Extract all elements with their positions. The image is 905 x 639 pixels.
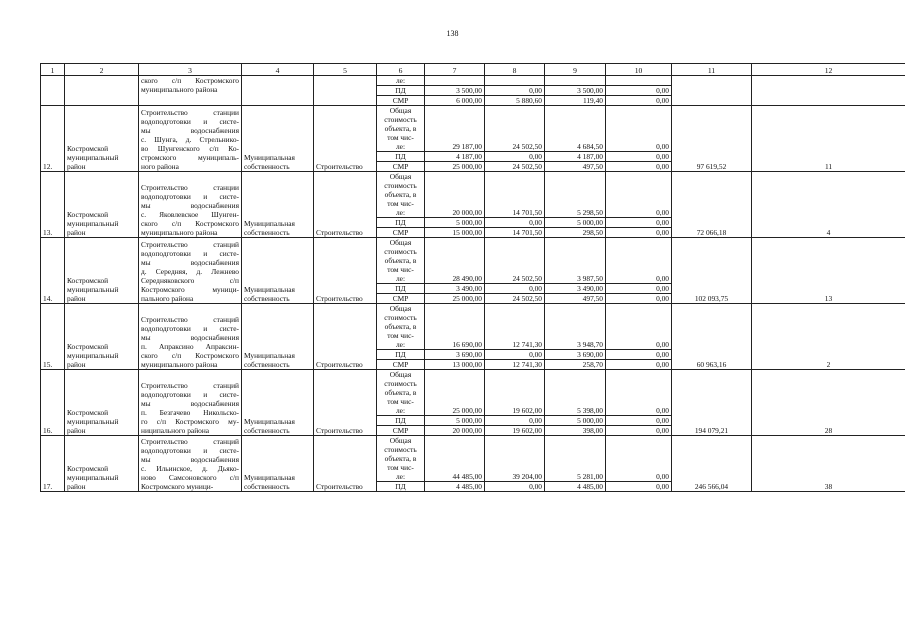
- text-line: Общая: [389, 238, 412, 247]
- text-line: муниципальный: [67, 219, 119, 228]
- text-line: Строительство станции: [141, 183, 239, 192]
- value-cell: 24 502,50: [485, 162, 545, 172]
- type-cell: Строительство: [314, 106, 377, 172]
- text-line: муниципальный: [67, 473, 119, 482]
- text-line: стоимость: [384, 247, 417, 256]
- value-cell: 0,00: [606, 426, 672, 436]
- value-cell: 0,00: [485, 416, 545, 426]
- text-line: том чис-: [387, 199, 414, 208]
- value-cell: 19 602,00: [485, 370, 545, 416]
- text-line: с. Шунга, д. Стрельнико-: [141, 135, 239, 144]
- value-cell: [485, 76, 545, 86]
- type-cell: Строительство: [314, 238, 377, 304]
- col-header: 4: [242, 64, 314, 76]
- column-number-row: [41, 64, 905, 76]
- row-kind-label: СМР: [377, 228, 425, 238]
- text-line: Муниципальная: [244, 285, 295, 294]
- area-cell: [65, 304, 139, 370]
- value-cell: [425, 76, 485, 86]
- value-cell: 3 490,00: [425, 284, 485, 294]
- text-line: район: [67, 162, 86, 171]
- value-cell: 119,40: [545, 96, 606, 106]
- text-line: Костромской: [67, 464, 109, 473]
- value-cell: 258,70: [545, 360, 606, 370]
- value-cell: 0,00: [606, 162, 672, 172]
- value-cell: 5 398,00: [545, 370, 606, 416]
- value-cell: 14 701,50: [485, 172, 545, 218]
- text-line: ле:: [395, 340, 406, 349]
- value-cell: 24 502,50: [485, 294, 545, 304]
- total-cost-cell: [672, 76, 752, 106]
- value-cell: 0,00: [606, 370, 672, 416]
- value-cell: 4 485,00: [545, 482, 606, 492]
- text-line: ле:: [395, 208, 406, 217]
- row-number: 13.: [41, 172, 65, 238]
- text-line: объекта, в: [384, 124, 417, 133]
- object-description: [139, 106, 242, 172]
- row-number: 15.: [41, 304, 65, 370]
- text-line: район: [67, 228, 86, 237]
- value-cell: 0,00: [606, 218, 672, 228]
- value-cell: 29 187,00: [425, 106, 485, 152]
- area-cell: [65, 436, 139, 492]
- col-header: 3: [139, 64, 242, 76]
- ownership-cell: [242, 238, 314, 304]
- text-line: собственность: [244, 228, 290, 237]
- text-line: район: [67, 360, 86, 369]
- value-cell: 0,00: [606, 284, 672, 294]
- value-cell: 5 281,00: [545, 436, 606, 482]
- value-cell: 5 000,00: [545, 416, 606, 426]
- value-cell: 3 690,00: [545, 350, 606, 360]
- object-description: [139, 172, 242, 238]
- text-line: во Шунгенского с/п Ко-: [141, 144, 239, 153]
- value-cell: 4 485,00: [425, 482, 485, 492]
- text-line: водоподготовки и систе-: [141, 117, 239, 126]
- row-kind-label: ПД: [377, 284, 425, 294]
- type-cell: Строительство: [314, 304, 377, 370]
- row-kind-label: [377, 304, 425, 350]
- text-line: Строительство станции: [141, 108, 239, 117]
- ownership-cell: [242, 172, 314, 238]
- value-cell: 15 000,00: [425, 228, 485, 238]
- text-line: Общая: [389, 106, 412, 115]
- text-line: с. Яковлевское Шунген-: [141, 210, 239, 219]
- text-line: Костромского муници-: [141, 482, 214, 491]
- area-cell: [65, 370, 139, 436]
- row-kind-label: ПД: [377, 86, 425, 96]
- text-line: ле:: [395, 142, 406, 151]
- value-cell: 0,00: [606, 416, 672, 426]
- total-cost-cell: 246 566,04: [672, 436, 752, 492]
- text-line: район: [67, 482, 86, 491]
- value-cell: 3 500,00: [545, 86, 606, 96]
- object-description: [139, 436, 242, 492]
- row-number: 17.: [41, 436, 65, 492]
- text-line: объекта, в: [384, 388, 417, 397]
- text-line: муниципальный: [67, 417, 119, 426]
- type-cell: Строительство: [314, 370, 377, 436]
- value-cell: 0,00: [606, 238, 672, 284]
- row-kind-label: СМР: [377, 294, 425, 304]
- text-line: муниципального района: [141, 85, 218, 94]
- text-line: собственность: [244, 360, 290, 369]
- text-line: Костромской: [67, 210, 109, 219]
- row-kind-label: [377, 106, 425, 152]
- value-cell: 0,00: [606, 294, 672, 304]
- value-cell: 24 502,50: [485, 106, 545, 152]
- value-cell: 3 500,00: [425, 86, 485, 96]
- text-line: ского с/п Костромского: [141, 219, 239, 228]
- text-line: ле:: [395, 274, 406, 283]
- count-cell: 11: [752, 106, 905, 172]
- count-cell: 28: [752, 370, 905, 436]
- text-line: Муниципальная: [244, 473, 295, 482]
- count-cell: 2: [752, 304, 905, 370]
- value-cell: 4 187,00: [545, 152, 606, 162]
- value-cell: 0,00: [485, 350, 545, 360]
- row-kind-label: СМР: [377, 162, 425, 172]
- text-line: Муниципальная: [244, 417, 295, 426]
- text-line: Костромской: [67, 144, 109, 153]
- col-header: 11: [672, 64, 752, 76]
- value-cell: 0,00: [606, 96, 672, 106]
- row-kind-label: [377, 172, 425, 218]
- row-kind-label: ПД: [377, 152, 425, 162]
- value-cell: 20 000,00: [425, 172, 485, 218]
- text-line: муниципального района: [141, 360, 218, 369]
- value-cell: 16 690,00: [425, 304, 485, 350]
- text-line: Муниципальная: [244, 219, 295, 228]
- text-line: ниципального района: [141, 426, 210, 435]
- ownership-cell: [242, 304, 314, 370]
- text-line: мы водоснабжения: [141, 333, 239, 342]
- value-cell: 19 602,00: [485, 426, 545, 436]
- text-line: Строительство станций: [141, 240, 239, 249]
- total-cost-cell: 72 066,18: [672, 172, 752, 238]
- object-description: [139, 304, 242, 370]
- text-line: муниципального района: [141, 228, 218, 237]
- text-line: мы водоснабжения: [141, 258, 239, 267]
- text-line: Общая: [389, 370, 412, 379]
- text-line: Костромской: [67, 276, 109, 285]
- count-cell: 4: [752, 172, 905, 238]
- text-line: район: [67, 426, 86, 435]
- text-line: объекта, в: [384, 256, 417, 265]
- value-cell: 0,00: [606, 86, 672, 96]
- value-cell: 0,00: [606, 172, 672, 218]
- total-cost-cell: 97 619,52: [672, 106, 752, 172]
- investment-table: [40, 63, 905, 492]
- text-line: стоимость: [384, 445, 417, 454]
- value-cell: 298,50: [545, 228, 606, 238]
- value-cell: 497,50: [545, 162, 606, 172]
- text-line: собственность: [244, 162, 290, 171]
- table-row: [41, 304, 905, 350]
- table-row: [41, 106, 905, 152]
- text-line: стоимость: [384, 181, 417, 190]
- text-line: водоподготовки и систе-: [141, 390, 239, 399]
- ownership-cell: [242, 76, 314, 106]
- count-cell: 38: [752, 436, 905, 492]
- text-line: район: [67, 294, 86, 303]
- text-line: водоподготовки и систе-: [141, 249, 239, 258]
- row-kind-label: СМР: [377, 96, 425, 106]
- text-line: мы водоснабжения: [141, 455, 239, 464]
- value-cell: 25 000,00: [425, 162, 485, 172]
- row-kind-label: [377, 370, 425, 416]
- text-line: муниципальный: [67, 153, 119, 162]
- row-kind-label: ПД: [377, 350, 425, 360]
- text-line: объекта, в: [384, 454, 417, 463]
- row-kind-label: ПД: [377, 482, 425, 492]
- count-cell: 13: [752, 238, 905, 304]
- value-cell: 4 187,00: [425, 152, 485, 162]
- page-number: 138: [446, 29, 459, 38]
- ownership-cell: [242, 370, 314, 436]
- row-kind-label: СМР: [377, 426, 425, 436]
- row-kind-label: ПД: [377, 416, 425, 426]
- value-cell: 3 948,70: [545, 304, 606, 350]
- text-line: Общая: [389, 172, 412, 181]
- text-line: п. Апраксино Апраксин-: [141, 342, 239, 351]
- text-line: муниципальный: [67, 351, 119, 360]
- row-number: 12.: [41, 106, 65, 172]
- text-line: собственность: [244, 426, 290, 435]
- value-cell: 20 000,00: [425, 426, 485, 436]
- text-line: том чис-: [387, 265, 414, 274]
- text-line: том чис-: [387, 397, 414, 406]
- value-cell: 0,00: [485, 482, 545, 492]
- value-cell: 14 701,50: [485, 228, 545, 238]
- text-line: с. Ильинское, д. Дьяко-: [141, 464, 239, 473]
- col-header: 12: [752, 64, 905, 76]
- value-cell: 3 987,50: [545, 238, 606, 284]
- text-line: объекта, в: [384, 190, 417, 199]
- text-line: го с/п Костромского му-: [141, 417, 239, 426]
- value-cell: 3 690,00: [425, 350, 485, 360]
- count-cell: [752, 76, 905, 106]
- text-line: муниципальный: [67, 285, 119, 294]
- text-line: п. Безгачево Никольско-: [141, 408, 239, 417]
- text-line: стоимость: [384, 313, 417, 322]
- col-header: 9: [545, 64, 606, 76]
- text-line: Строительство станций: [141, 437, 239, 446]
- value-cell: 0,00: [485, 152, 545, 162]
- total-cost-cell: 60 963,16: [672, 304, 752, 370]
- text-line: ного района: [141, 162, 179, 171]
- value-cell: 5 000,00: [425, 218, 485, 228]
- text-line: ле:: [395, 406, 406, 415]
- value-cell: 0,00: [606, 350, 672, 360]
- row-number: 14.: [41, 238, 65, 304]
- text-line: собственность: [244, 294, 290, 303]
- text-line: Середняковского с/п: [141, 276, 239, 285]
- row-kind-label: ПД: [377, 218, 425, 228]
- row-kind-label: [377, 238, 425, 284]
- type-cell: Строительство: [314, 172, 377, 238]
- object-description: [139, 238, 242, 304]
- table-row: [41, 172, 905, 218]
- value-cell: 4 684,50: [545, 106, 606, 152]
- object-description: [139, 370, 242, 436]
- row-kind-label: СМР: [377, 360, 425, 370]
- col-header: 2: [65, 64, 139, 76]
- type-cell: [314, 76, 377, 106]
- col-header: 5: [314, 64, 377, 76]
- table-row: [41, 76, 905, 86]
- text-line: водоподготовки и систе-: [141, 192, 239, 201]
- text-line: Костромской: [67, 342, 109, 351]
- row-number-cell: [41, 76, 65, 106]
- value-cell: 12 741,30: [485, 304, 545, 350]
- col-header: 1: [41, 64, 65, 76]
- value-cell: 28 490,00: [425, 238, 485, 284]
- text-line: ского с/п Костромского: [141, 351, 239, 360]
- text-line: стоимость: [384, 115, 417, 124]
- value-cell: 0,00: [606, 482, 672, 492]
- text-line: собственность: [244, 482, 290, 491]
- text-line: мы водоснабжения: [141, 201, 239, 210]
- text-line: Строительство станций: [141, 381, 239, 390]
- text-line: пального района: [141, 294, 194, 303]
- row-kind-label: ле:: [377, 76, 425, 86]
- value-cell: [545, 76, 606, 86]
- text-line: Муниципальная: [244, 153, 295, 162]
- text-line: Общая: [389, 436, 412, 445]
- value-cell: 13 000,00: [425, 360, 485, 370]
- col-header: 8: [485, 64, 545, 76]
- text-line: д. Середняя, д. Лежнево: [141, 267, 239, 276]
- text-line: Строительство станций: [141, 315, 239, 324]
- value-cell: 0,00: [485, 284, 545, 294]
- ownership-cell: [242, 106, 314, 172]
- row-kind-label: [377, 436, 425, 482]
- col-header: 6: [377, 64, 425, 76]
- table-row: [41, 238, 905, 284]
- value-cell: 497,50: [545, 294, 606, 304]
- value-cell: 44 485,00: [425, 436, 485, 482]
- text-line: Костромского муници-: [141, 285, 239, 294]
- text-line: стромского муниципаль-: [141, 153, 239, 162]
- area-cell: [65, 238, 139, 304]
- text-line: мы водоснабжения: [141, 126, 239, 135]
- text-line: том чис-: [387, 463, 414, 472]
- text-line: ле:: [395, 472, 406, 481]
- value-cell: 0,00: [606, 228, 672, 238]
- total-cost-cell: 194 079,21: [672, 370, 752, 436]
- total-cost-cell: 102 093,75: [672, 238, 752, 304]
- value-cell: 25 000,00: [425, 370, 485, 416]
- value-cell: 3 490,00: [545, 284, 606, 294]
- value-cell: 5 000,00: [425, 416, 485, 426]
- value-cell: 0,00: [606, 106, 672, 152]
- value-cell: 39 204,00: [485, 436, 545, 482]
- table-row: [41, 436, 905, 482]
- text-line: Муниципальная: [244, 351, 295, 360]
- text-line: ново Самсоновского с/п: [141, 473, 239, 482]
- text-line: мы водоснабжения: [141, 399, 239, 408]
- text-line: водоподготовки и систе-: [141, 324, 239, 333]
- text-line: Костромской: [67, 408, 109, 417]
- value-cell: 5 000,00: [545, 218, 606, 228]
- col-header: 10: [606, 64, 672, 76]
- value-cell: 0,00: [606, 152, 672, 162]
- text-line: объекта, в: [384, 322, 417, 331]
- value-cell: 24 502,50: [485, 238, 545, 284]
- text-line: Общая: [389, 304, 412, 313]
- text-line: ского с/п Костромского: [141, 76, 239, 85]
- ownership-cell: [242, 436, 314, 492]
- value-cell: 25 000,00: [425, 294, 485, 304]
- text-line: том чис-: [387, 133, 414, 142]
- object-description: [139, 76, 242, 106]
- value-cell: 398,00: [545, 426, 606, 436]
- area-cell: [65, 172, 139, 238]
- value-cell: 0,00: [485, 86, 545, 96]
- value-cell: [606, 76, 672, 86]
- value-cell: 0,00: [485, 218, 545, 228]
- table-row: [41, 370, 905, 416]
- value-cell: 0,00: [606, 436, 672, 482]
- col-header: 7: [425, 64, 485, 76]
- text-line: том чис-: [387, 331, 414, 340]
- value-cell: 0,00: [606, 360, 672, 370]
- text-line: стоимость: [384, 379, 417, 388]
- text-line: водоподготовки и систе-: [141, 446, 239, 455]
- area-cell: [65, 106, 139, 172]
- value-cell: 0,00: [606, 304, 672, 350]
- value-cell: 5 298,50: [545, 172, 606, 218]
- value-cell: 5 880,60: [485, 96, 545, 106]
- value-cell: 12 741,30: [485, 360, 545, 370]
- type-cell: Строительство: [314, 436, 377, 492]
- row-number: 16.: [41, 370, 65, 436]
- value-cell: 6 000,00: [425, 96, 485, 106]
- area-cell: [65, 76, 139, 106]
